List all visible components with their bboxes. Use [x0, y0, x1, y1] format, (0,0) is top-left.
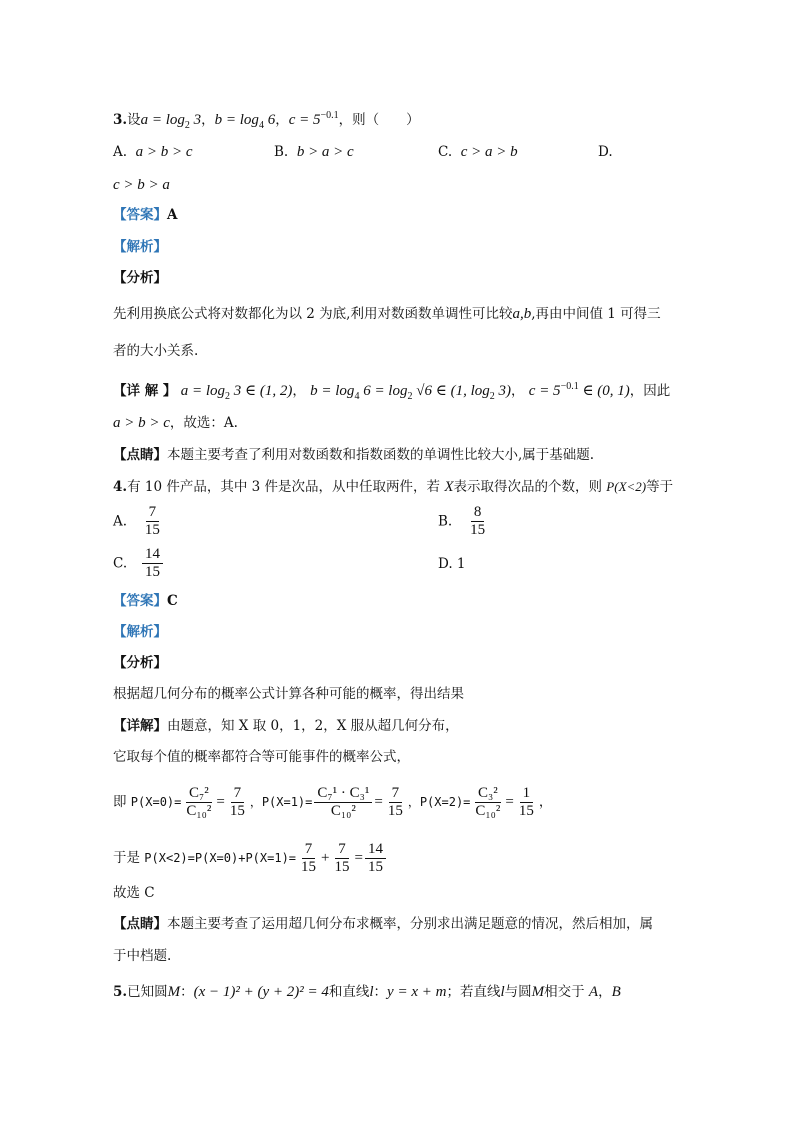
q3-stem-text: 设 — [127, 112, 141, 128]
q4-calc-line: 即 P(X=0)= $\frac{\text{C₇²}}{\text{C₁₀²}}$ = $\frac{7}{15}$ ，P(X=1)= $\frac{\text{C₇¹ · C₃¹}}{\text{C₁₀²}}$ = $\frac{7}{15}$ ，P(X=2)= $\frac{\text{C₃²}}{\text{C₁₀²}}$ = $\frac{1}{15}$ ， — [113, 785, 553, 819]
q4-sum-line: 于是 P(X<2)=P(X=0)+P(X=1)= $\frac{7}{15}$ + $\frac{7}{15}$ = $\frac{14}{15}$ — [113, 838, 388, 878]
q4-p1-comb-fraction: $\frac{\text{C₇¹ · C₃¹}}{\text{C₁₀²}}$ — [314, 785, 372, 820]
q3-option-b: B. b > a > c — [274, 144, 354, 160]
q3-option-d: c > b > a — [113, 177, 170, 193]
q3-detail-line2: a > b > c，故选：A. — [113, 415, 238, 431]
q3-def-a: $a = \log_2 3$ — [140, 112, 202, 131]
q3-option-c: C. c > a > b — [438, 144, 518, 160]
q4-option-b: B. $\frac{8}{15}$ — [438, 504, 486, 538]
q3-stem: 3.设$a = \log_2 3$，$b = \log_4 6$，$c = 5^{-0.1}$，则（ ） — [113, 110, 420, 131]
q3-fenxi-tag: 【分析】 — [113, 270, 167, 286]
q4-detail-line1: 【详解】由题意，知 X 取 0，1，2，X 服从超几何分布， — [113, 718, 459, 734]
q4-answer: 【答案】C — [113, 593, 178, 609]
q3-def-c: $c = 5^{-0.1}$ — [288, 110, 339, 128]
q4-fenxi: 根据超几何分布的概率公式计算各种可能的概率，得出结果 — [113, 686, 464, 702]
q4-option-c: C. $\frac{14}{15}$ — [113, 546, 165, 581]
q3-fenxi-line2: 者的大小关系. — [113, 343, 199, 359]
q4-detail-line2: 它取每个值的概率都符合等可能事件的概率公式， — [113, 749, 410, 765]
q5-stem: 5.已知圆M：(x − 1)² + (y + 2)² = 4和直线l：y = x + m；若直线l与圆M相交于 A，B — [113, 984, 621, 1000]
q4-option-d: D. 1 — [438, 556, 466, 572]
q4-choose: 故选 C — [113, 885, 155, 901]
q4-option-a: A. $\frac{7}{15}$ — [113, 504, 160, 538]
q3-fenxi-line1: 先利用换底公式将对数都化为以 2 为底,利用对数函数单调性可比较a,b,再由中间值 1 可得三 — [113, 306, 661, 322]
q4-analysis-tag: 【解析】 — [113, 624, 167, 640]
q3-analysis-tag: 【解析】 — [113, 239, 167, 255]
q3-option-a: A. a > b > c — [113, 144, 193, 160]
q3-detail-line1: 【详 解 】 $a = \log_2 3$ ∈ (1, 2)， $b = \log_4 6 = \log_2 √6$ ∈ (1, $\log_2 3$)， $c = 5^{-0.1}$ ∈ (0, 1)，因此 — [113, 381, 671, 402]
q5-circle-equation: (x − 1)² + (y + 2)² = 4 — [193, 984, 329, 1000]
q4-dianjing-line1: 【点睛】本题主要考查了运用超几何分布求概率，分别求出满足题意的情况，然后相加，属 — [113, 916, 653, 932]
q3-stem-end: ，则（ ） — [338, 112, 420, 128]
q3-option-d-label: D. — [598, 144, 613, 160]
q5-line-equation: y = x + m — [387, 984, 447, 1000]
q4-p0-comb-fraction: $\frac{\text{C₇²}}{\text{C₁₀²}}$ — [186, 785, 212, 819]
q3-number: 3. — [113, 112, 128, 128]
q4-fenxi-tag: 【分析】 — [113, 655, 167, 671]
q3-dianjing: 【点睛】本题主要考查了利用对数函数和指数函数的单调性比较大小,属于基础题. — [113, 447, 595, 463]
q3-answer: 【答案】A — [113, 207, 178, 223]
q3-def-b: $b = \log_4 6$ — [214, 112, 276, 131]
q4-p2-comb-fraction: $\frac{\text{C₃²}}{\text{C₁₀²}}$ — [475, 785, 501, 819]
q4-dianjing-line2: 于中档题. — [113, 948, 172, 964]
q4-stem: 4.有 10 件产品，其中 3 件是次品，从中任取两件，若 X表示取得次品的个数，则 P(X<2)等于 — [113, 479, 674, 495]
